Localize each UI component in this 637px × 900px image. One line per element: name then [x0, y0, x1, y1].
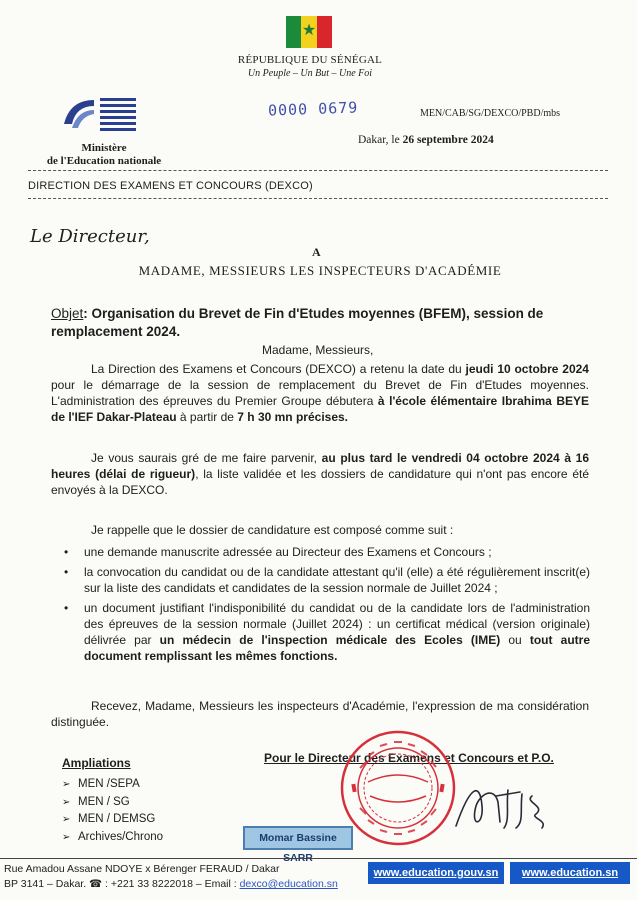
sender-title: Le Directeur, — [30, 226, 150, 247]
footer-divider — [0, 858, 637, 859]
official-seal-icon — [338, 728, 458, 848]
website-link-gouv[interactable]: www.education.gouv.sn — [368, 862, 504, 884]
signature-title: Pour le Directeur des Examens et Concours et P.O. — [264, 751, 554, 765]
text: BP 3141 – Dakar. ☎ : +221 33 8222018 – Email : — [4, 878, 240, 890]
ministry-name — [34, 142, 174, 168]
text: à partir de — [176, 410, 238, 424]
ministry-line2: de l'Education nationale — [46, 155, 162, 167]
flag-green-band — [286, 16, 301, 48]
text-bold: au plus tard le vendredi 04 octobre 2024 à 16 heures (délai de rigueur) — [51, 451, 589, 481]
address-line2 — [4, 877, 338, 892]
text: ou — [500, 633, 530, 647]
footer-address — [4, 862, 338, 892]
text-bold: un médecin de l'inspection médicale des Ecoles (IME) — [159, 633, 501, 647]
ampliations-list — [62, 776, 163, 846]
text: Je vous saurais gré de me faire parvenir, — [91, 451, 322, 465]
salutation: Madame, Messieurs, — [262, 343, 374, 357]
name-stamp: Momar Bassine SARR — [243, 826, 353, 850]
national-motto: Un Peuple – Un But – Une Foi — [247, 68, 373, 79]
address-line1: Rue Amadou Assane NDOYE x Bérenger FERAUD / Dakar — [4, 863, 280, 875]
star-icon: ★ — [301, 22, 317, 39]
list-item — [60, 600, 590, 664]
republic-name: RÉPUBLIQUE DU SÉNÉGAL — [237, 54, 383, 66]
text: un document justifiant l'indisponibilité du candidat ou de la candidate lors de l'administration des épreuves de la session normale (Juillet 2024) : un certificat médical (version originale) délivrée par — [84, 601, 590, 647]
list-item: ➢ MEN / DEMSG — [62, 811, 163, 829]
paragraph-1 — [51, 361, 589, 425]
ministry-logo-icon — [60, 94, 140, 138]
ministry-line1: Ministère — [81, 142, 127, 154]
list-item: ➢ MEN / SG — [62, 794, 163, 812]
text-bold: à l'école élémentaire Ibrahima BEYE de l'IEF Dakar-Plateau — [51, 394, 590, 424]
senegal-flag — [286, 16, 332, 48]
date-value: 26 septembre 2024 — [402, 134, 494, 146]
flag-red-band — [317, 16, 332, 48]
list-item: ➢ Archives/Chrono — [62, 829, 163, 847]
registration-stamp: 0000 0679 — [267, 98, 359, 120]
website-link[interactable]: www.education.sn — [510, 862, 630, 884]
text-bold: 7 h 30 mn précises. — [237, 410, 349, 424]
text-bold: tout autre document remplissant les mêmes fonctions. — [84, 633, 590, 663]
text: pour le démarrage de la session de remplacement du Brevet de Fin d'Etudes moyennes. L'administration des épreuves du Premier Groupe débutera — [51, 378, 589, 408]
letter-date — [358, 134, 494, 146]
closing-paragraph: Recevez, Madame, Messieurs les inspecteurs d'Académie, l'expression de ma considération distinguée. — [51, 699, 589, 729]
email-link[interactable]: dexco@education.sn — [239, 878, 338, 890]
list-item: ➢ MEN /SEPA — [62, 776, 163, 794]
text: La Direction des Examens et Concours (DEXCO) a retenu la date du — [91, 362, 466, 376]
text-bold: jeudi 10 octobre 2024 — [465, 362, 589, 376]
paragraph-2 — [51, 450, 589, 498]
ampliations-title: Ampliations — [62, 756, 131, 770]
recipient: MADAME, MESSIEURS LES INSPECTEURS D'ACADÉMIE — [138, 263, 502, 278]
subject-label: Objet — [51, 306, 84, 321]
text: , la liste validée et les dossiers de candidature qui n'ont pas encore été envoyés à la DEXCO. — [51, 467, 589, 497]
date-prefix: Dakar, le — [358, 134, 400, 146]
requirements-list — [60, 544, 590, 668]
divider — [28, 170, 608, 171]
reference-number: MEN/CAB/SG/DEXCO/PBD/mbs — [420, 108, 561, 119]
subject-text: : Organisation du Brevet de Fin d'Etudes moyennes (BFEM), session de remplacement 2024. — [51, 306, 544, 339]
list-item: • la convocation du candidat ou de la candidate attestant qu'il (elle) a été régulièrement inscrit(e) sur la liste des candidats et candidates de la session normale de Juillet 2024 ; — [60, 564, 590, 596]
subject — [51, 305, 591, 341]
paragraph-3: Je rappelle que le dossier de candidature est composé comme suit : — [91, 523, 454, 537]
list-item: • une demande manuscrite adressée au Directeur des Examens et Concours ; — [60, 544, 590, 560]
divider — [28, 198, 608, 199]
recipient-prefix: A — [312, 245, 321, 259]
direction-name: DIRECTION DES EXAMENS ET CONCOURS (DEXCO) — [28, 180, 313, 192]
handwritten-signature-icon — [450, 776, 560, 836]
